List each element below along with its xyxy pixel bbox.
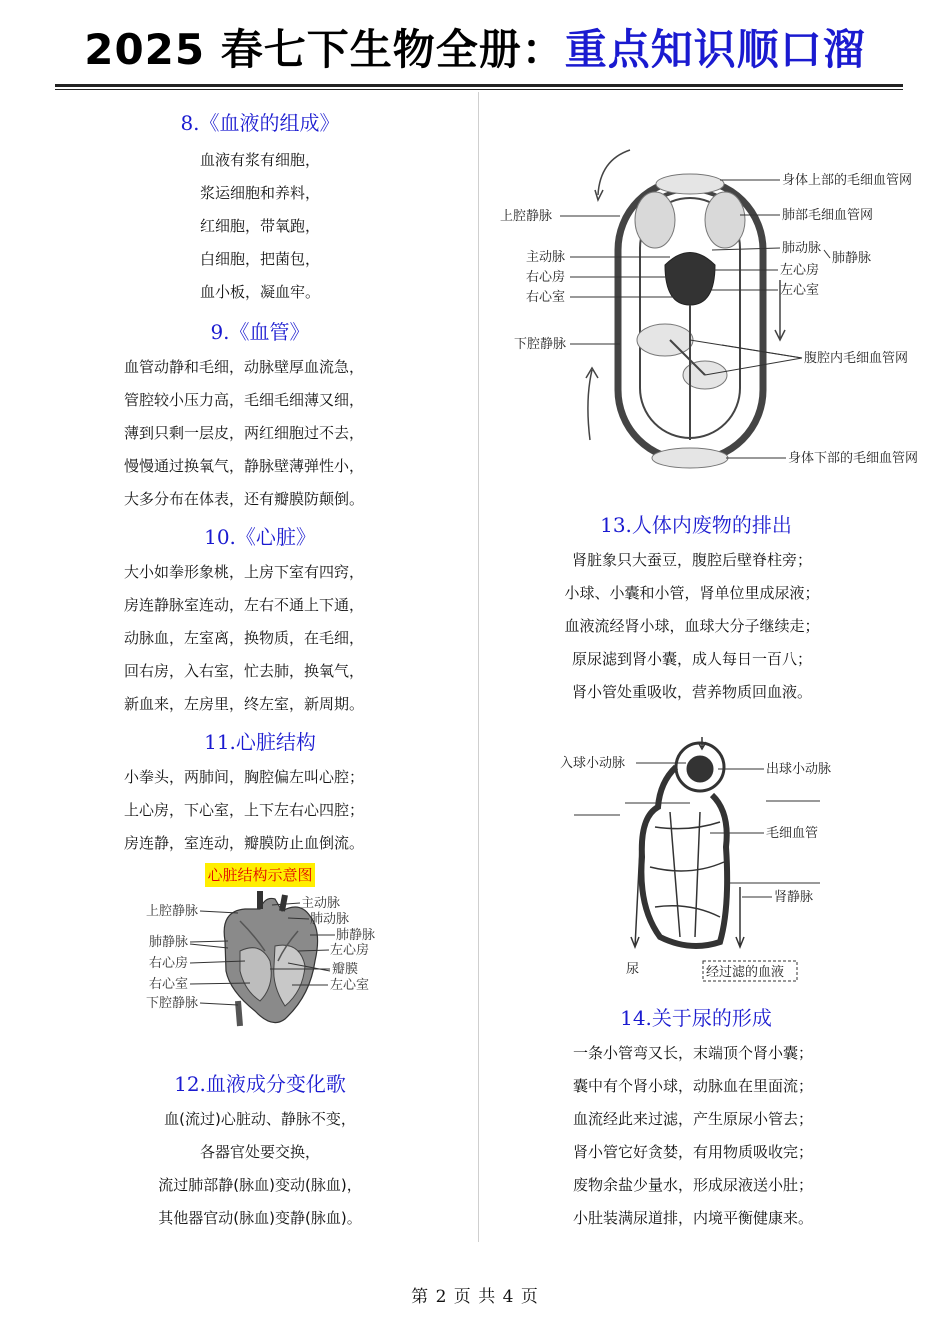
section-13-title: 13.人体内废物的排出 [600,513,792,537]
heart-label: 右心房 [148,956,188,971]
page-title [0,22,950,78]
circulation-label: 下腔静脉 [514,337,567,352]
poem-line: 流过肺部静(脉血)变动(脉血)， [158,1176,362,1194]
section-11-title: 11.心脏结构 [204,730,316,754]
nephron-label: 入球小动脉 [560,756,626,771]
heart-label: 主动脉 [301,896,341,911]
poem-line: 血流经此来过滤，产生原尿小管去； [572,1110,813,1128]
circulation-label: 肺静脉 [832,251,872,266]
left-column [60,104,460,1235]
circulation-label: 上腔静脉 [500,209,553,224]
poem-line: 各器官处要交换， [199,1143,320,1161]
section-8-title: 8.《血液的组成》 [180,111,340,135]
title-rule-thin [55,89,903,90]
poem-line: 大小如拳形象桃，上房下室有四窍， [124,563,365,581]
poem-line: 白细胞，把菌包， [199,250,320,268]
heart-label: 左心室 [330,978,370,993]
column-divider [478,92,479,1242]
circulation-label: 左心房 [780,263,820,278]
heart-label: 上腔静脉 [145,904,198,919]
highlight-label: 心脏结构示意图 [205,863,314,887]
poem-line: 大多分布在体表，还有瓣膜防颠倒。 [124,490,365,508]
section-9-title: 9.《血管》 [210,320,310,344]
circulation-label: 身体上部的毛细血管网 [782,173,913,188]
poem-line: 管腔较小压力高，毛细毛细薄又细， [124,391,365,409]
poem-line: 小肚装满尿道排，内境平衡健康来。 [572,1209,813,1227]
poem-line: 动脉血，左室离，换物质，在毛细， [124,629,365,647]
poem-line: 小拳头，两肺间，胸腔偏左叫心腔； [124,768,365,786]
poem-line: 慢慢通过换氧气，静脉壁薄弹性小， [124,457,365,475]
section-8-poem [60,144,460,309]
poem-line: 肾脏象只大蚕豆，腹腔后壁脊柱旁； [571,551,812,569]
title-rule-thick [55,84,903,87]
right-column [490,140,919,1235]
poem-line: 血小板，凝血牢。 [199,283,320,301]
poem-line: 上心房，下心室，上下左右心四腔； [124,801,365,819]
section-14-title: 14.关于尿的形成 [620,1006,772,1030]
poem-line: 血液有浆有细胞， [199,151,320,169]
poem-line: 血管动静和毛细，动脉壁厚血流急， [124,358,365,376]
section-11-poem [60,761,460,860]
section-10-title: 10.《心脏》 [204,525,316,549]
circulation-label: 右心室 [526,290,566,305]
heart-illustration [224,891,317,1026]
heart-label: 肺静脉 [336,928,376,943]
nephron-label: 肾静脉 [774,890,814,905]
heart-label: 肺动脉 [310,912,350,927]
circulation-label: 左心室 [780,283,820,298]
section-12-title: 12.血液成分变化歌 [174,1072,346,1096]
heart-structure-diagram [60,891,460,1031]
poem-line: 小球、小囊和小管，肾单位里成尿液； [564,584,820,602]
poem-line: 房连静，室连动，瓣膜防止血倒流。 [124,834,365,852]
circulation-label: 主动脉 [526,250,566,265]
poem-line: 一条小管弯又长，末端顶个肾小囊； [572,1044,813,1062]
heart-label: 右心室 [148,977,188,992]
section-9-poem [60,351,460,516]
heart-label: 肺静脉 [148,935,188,950]
poem-line: 囊中有个肾小球，动脉血在里面流； [572,1077,813,1095]
poem-line: 红细胞，带氧跑， [199,217,320,235]
section-14-poem [484,1037,902,1235]
circulation-illustration [586,150,785,468]
page-number: 第 2 页 共 4 页 [411,1287,539,1307]
nephron-label: 经过滤的血液 [706,965,785,980]
title-blue: 重点知识顺口溜 [564,25,866,74]
nephron-diagram [490,737,902,987]
circulation-label: 肺部毛细血管网 [782,208,874,223]
poem-line: 新血来，左房里，终左室，新周期。 [124,695,365,713]
poem-line: 肾小管处重吸收，营养物质回血液。 [571,683,812,701]
heart-label: 下腔静脉 [145,996,198,1011]
nephron-label: 出球小动脉 [766,762,832,777]
blood-circulation-diagram [490,140,919,480]
poem-line: 肾小管它好贪婪，有用物质吸收完； [572,1143,813,1161]
poem-line: 回右房，入右室，忙去肺，换氧气， [124,662,365,680]
nephron-label: 尿 [626,962,640,977]
title-black: 2025 春七下生物全册： [84,25,565,74]
poem-line: 薄到只剩一层皮，两红细胞过不去， [124,424,365,442]
heart-label: 左心房 [330,943,370,958]
circulation-label: 肺动脉 [782,241,822,256]
section-10-poem [60,556,460,721]
poem-line: 血液流经肾小球，血球大分子继续走； [564,617,820,635]
poem-line: 其他器官动(脉血)变静(脉血)。 [158,1209,362,1227]
poem-line: 浆运细胞和养料， [199,184,320,202]
poem-line: 废物余盐少量水，形成尿液送小肚； [572,1176,813,1194]
circulation-label: 腹腔内毛细血管网 [804,351,909,366]
heart-label: 瓣膜 [332,962,359,977]
poem-line: 原尿滤到肾小囊，成人每日一百八； [571,650,812,668]
poem-line: 房连静脉室连动，左右不通上下通， [124,596,365,614]
heart-diagram-caption [60,864,460,885]
poem-line: 血(流过)心脏动、静脉不变， [164,1110,356,1128]
nephron-label: 毛细血管 [766,826,819,841]
section-12-poem [60,1103,460,1235]
circulation-label: 右心房 [526,270,566,285]
section-13-poem [482,544,902,709]
circulation-label: 身体下部的毛细血管网 [788,451,919,466]
